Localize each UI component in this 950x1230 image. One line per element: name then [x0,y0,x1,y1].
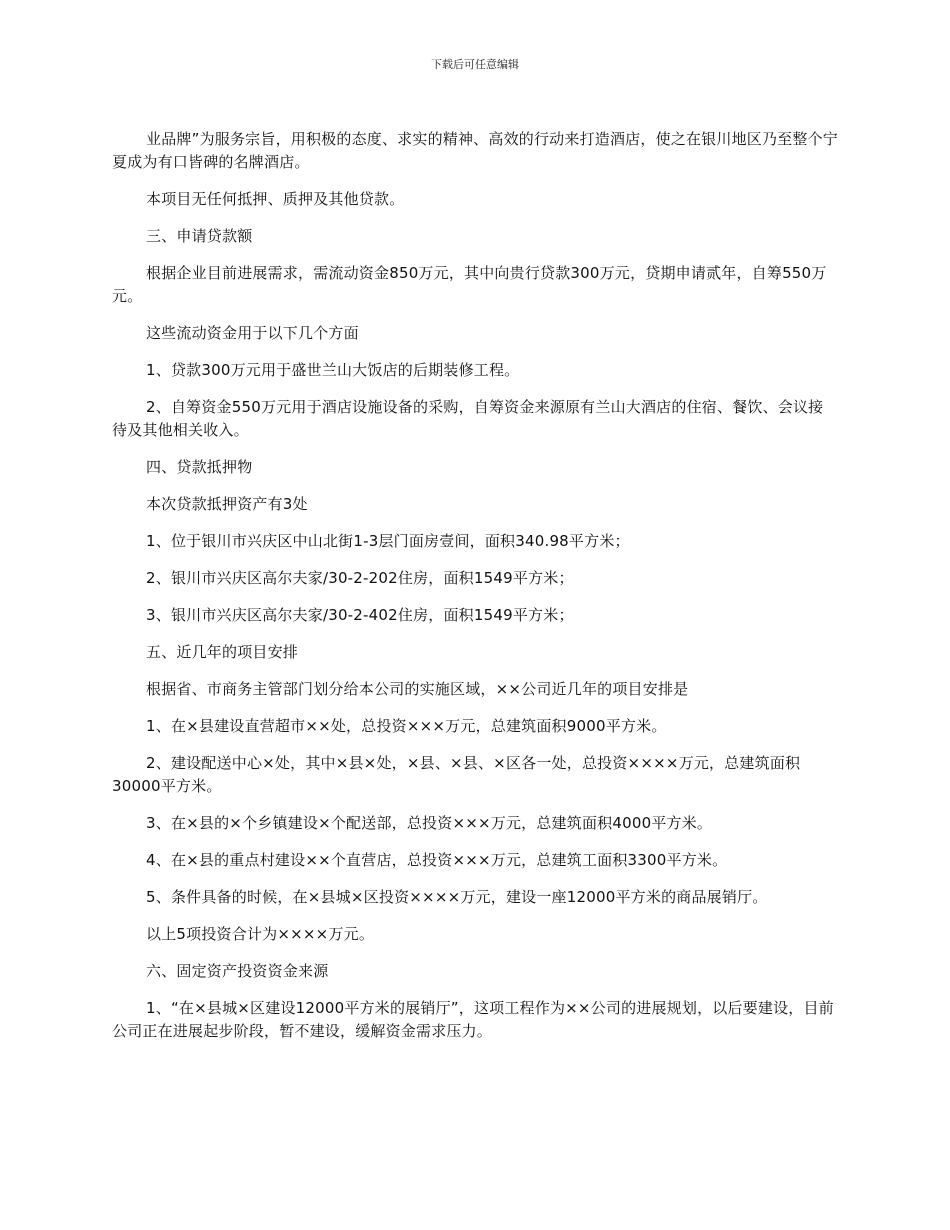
paragraph-no-collateral: 本项目无任何抵押、质押及其他贷款。 [146,190,405,208]
paragraph-collateral-3: 3、银川市兴庆区高尔夫家/30-2-402住房，面积1549平方米； [146,606,574,624]
paragraph-project-plan-1: 1、在×县建设直营超市××处，总投资×××万元，总建筑面积9000平方米。 [146,717,667,735]
paragraph-collateral-1: 1、位于银川市兴庆区中山北街1-3层门面房壹间，面积340.98平方米； [146,532,630,550]
page-header: 下载后可任意编辑 [431,58,519,71]
paragraph-project-plan-intro: 根据省、市商务主管部门划分给本公司的实施区域，××公司近几年的项目安排是 [146,680,689,698]
section-heading-fund-source: 六、固定资产投资资金来源 [146,962,329,980]
paragraph-loan-amount: 根据企业目前进展需求，需流动资金850万元，其中向贵行贷款300万元，贷期申请贰年，自筹550万元。 [112,264,827,305]
paragraph-fund-usage-intro: 这些流动资金用于以下几个方面 [146,324,359,342]
paragraph-collateral-intro: 本次贷款抵押资产有3处 [146,495,308,513]
paragraph-project-plan-3: 3、在×县的×个乡镇建设×个配送部，总投资×××万元，总建筑面积4000平方米。 [146,814,713,832]
section-heading-loan-amount: 三、申请贷款额 [146,227,253,245]
document-body [112,128,838,1057]
paragraph-collateral-2: 2、银川市兴庆区高尔夫家/30-2-202住房，面积1549平方米； [146,569,574,587]
section-heading-collateral: 四、贷款抵押物 [146,458,253,476]
paragraph-project-plan-4: 4、在×县的重点村建设××个直营店，总投资×××万元，总建筑工面积3300平方米。 [146,851,728,869]
paragraph-project-plan-5: 5、条件具备的时候，在×县城×区投资××××万元，建设一座12000平方米的商品展销厅。 [146,888,768,906]
section-heading-project-plan: 五、近几年的项目安排 [146,643,299,661]
paragraph-fund-usage-1: 1、贷款300万元用于盛世兰山大饭店的后期装修工程。 [146,361,520,379]
paragraph-project-plan-2: 2、建设配送中心×处，其中×县×处，×县、×县、×区各一处，总投资××××万元，总建筑面积30000平方米。 [112,754,801,795]
paragraph-fund-source-1: 1、“在×县城×区建设12000平方米的展销厅”，这项工程作为××公司的进展规划，以后要建设，目前公司正在进展起步阶段，暂不建设，缓解资金需求压力。 [112,999,834,1040]
paragraph-intro-brand: 业品牌”为服务宗旨，用积极的态度、求实的精神、高效的行动来打造酒店，使之在银川地区乃至整个宁夏成为有口皆碑的名牌酒店。 [112,130,838,171]
paragraph-project-total: 以上5项投资合计为××××万元。 [146,925,375,943]
paragraph-fund-usage-2: 2、自筹资金550万元用于酒店设施设备的采购，自筹资金来源原有兰山大酒店的住宿、餐饮、会议接待及其他相关收入。 [112,398,824,439]
